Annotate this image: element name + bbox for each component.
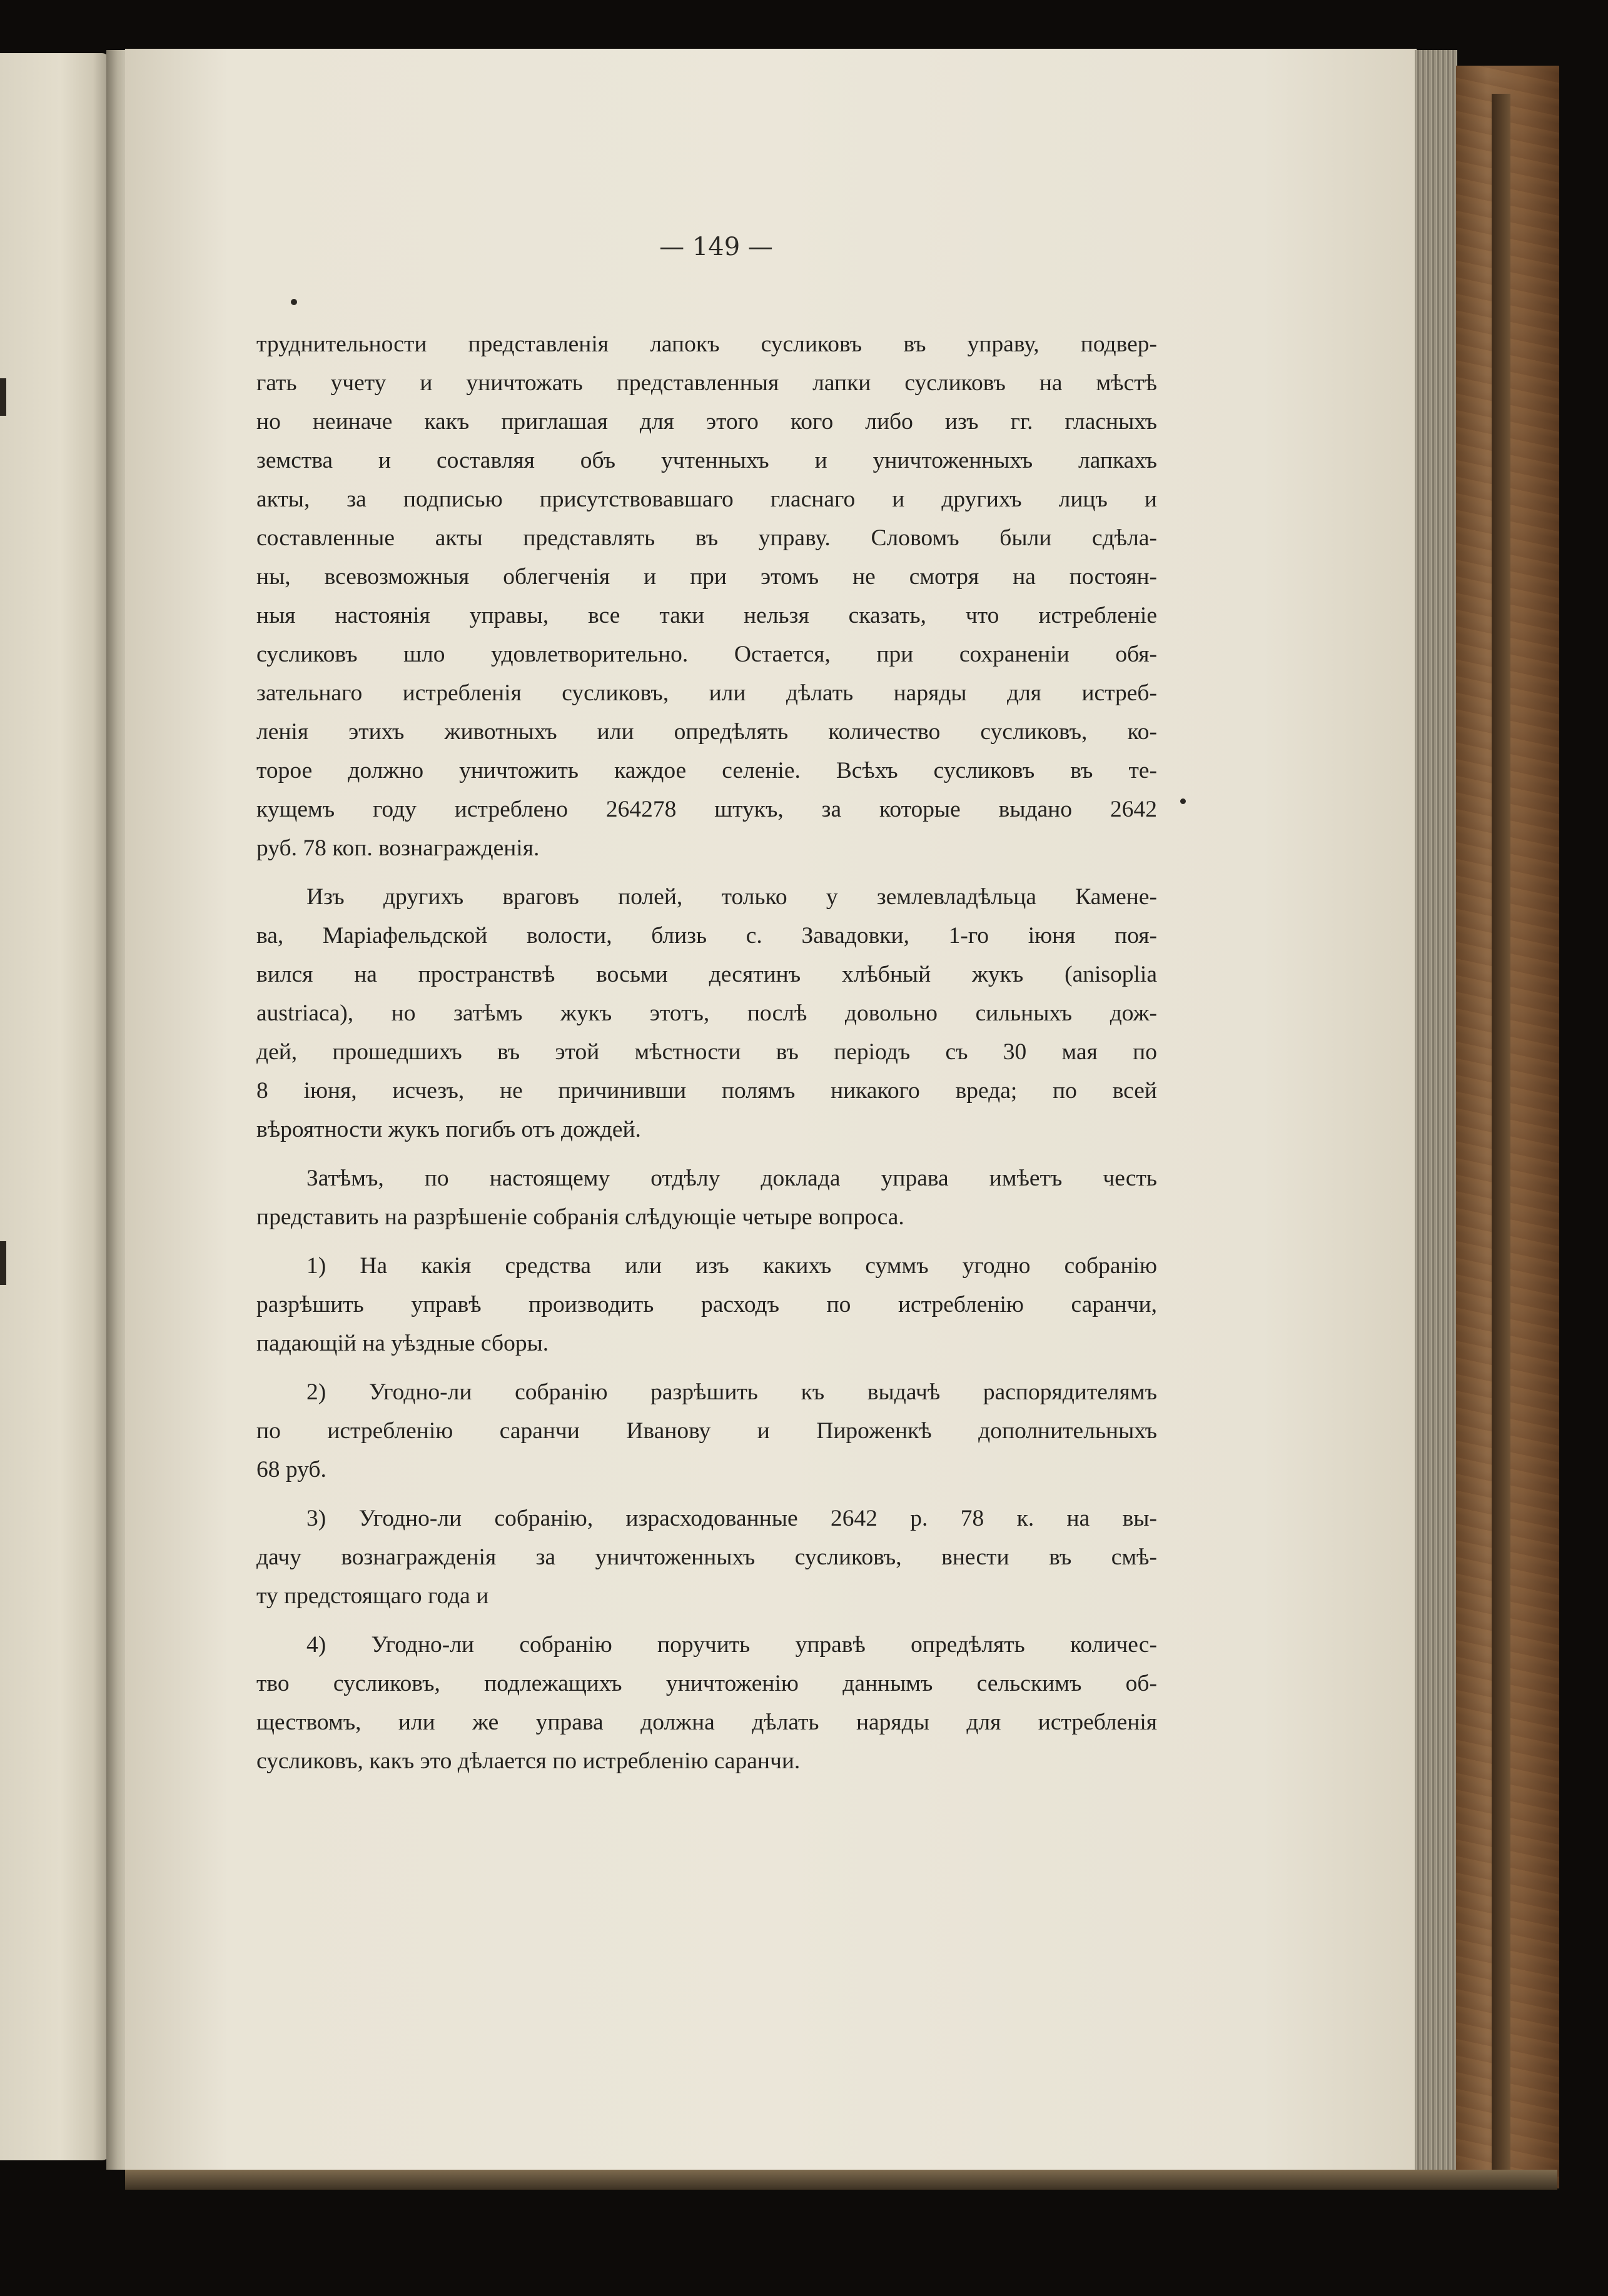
text-line: ва, Маріафельдской волости, близь с. Завадовки, 1-го іюня поя- — [256, 923, 1157, 949]
left-page-edge — [0, 53, 109, 2160]
text-line: дей, прошедшихъ въ этой мѣстности въ періодъ съ 30 мая по — [256, 1039, 1157, 1065]
text-line: тво сусликовъ, подлежащихъ уничтоженію даннымъ сельскимъ об- — [256, 1671, 1157, 1696]
text-line: Изъ другихъ враговъ полей, только у землевладѣльца Камене- — [306, 884, 1157, 910]
paragraph-gap — [256, 1363, 1157, 1373]
paragraph — [256, 1626, 1157, 1781]
text-line: торое должно уничтожить каждое селеніе. Всѣхъ сусликовъ въ те- — [256, 758, 1157, 783]
text-line: кущемъ году истреблено 264278 штукъ, за которые выдано 2642 — [256, 797, 1157, 822]
text-line: ту предстоящаго года и — [256, 1583, 489, 1609]
paragraph — [256, 878, 1157, 1149]
ink-dot — [1180, 798, 1186, 804]
text-line: Затѣмъ, по настоящему отдѣлу доклада управа имѣетъ честь — [306, 1166, 1157, 1191]
text-line: но неиначе какъ приглашая для этого кого либо изъ гг. гласныхъ — [256, 409, 1157, 435]
text-line: 2) Угодно-ли собранію разрѣшить къ выдачѣ распорядителямъ — [306, 1379, 1157, 1405]
ink-dot — [291, 299, 297, 305]
text-line: труднительности представленія лапокъ сусликовъ въ управу, подвер- — [256, 331, 1157, 357]
text-line: представить на разрѣшеніе собранія слѣдующіе четыре вопроса. — [256, 1204, 904, 1230]
text-line: акты, за подписью присутствовавшаго гласнаго и другихъ лицъ и — [256, 486, 1157, 512]
text-line: вѣроятности жукъ погибъ отъ дождей. — [256, 1117, 641, 1142]
text-line: разрѣшить управѣ производить расходъ по истребленію саранчи, — [256, 1292, 1157, 1317]
text-line: гать учету и уничтожать представленныя лапки сусликовъ на мѣстѣ — [256, 370, 1157, 396]
text-line: вился на пространствѣ восьми десятинъ хлѣбный жукъ (anisoplia — [256, 962, 1157, 987]
text-line: составленные акты представлять въ управу. Словомъ были сдѣла- — [256, 525, 1157, 551]
paragraph — [256, 325, 1157, 868]
paragraph — [256, 1247, 1157, 1363]
text-line: 8 іюня, исчезъ, не причинивши полямъ никакого вреда; по всей — [256, 1078, 1157, 1104]
page-number: — 149 — — [659, 233, 773, 261]
text-line: ществомъ, или же управа должна дѣлать наряды для истребленія — [256, 1709, 1157, 1735]
text-line: сусликовъ шло удовлетворительно. Остается, при сохраненіи обя- — [256, 642, 1157, 667]
text-line: 1) На какія средства или изъ какихъ суммъ угодно собранію — [306, 1253, 1157, 1279]
text-line: ныя настоянія управы, все таки нельзя сказать, что истребленіе — [256, 603, 1157, 628]
text-line: ленія этихъ животныхъ или опредѣлять количество сусликовъ, ко- — [256, 719, 1157, 745]
text-line: зательнаго истребленія сусликовъ, или дѣлать наряды для истреб- — [256, 680, 1157, 706]
paragraph-gap — [256, 1616, 1157, 1626]
text-line: дачу вознагражденія за уничтоженныхъ сусликовъ, внести въ смѣ- — [256, 1544, 1157, 1570]
bottom-page-edge — [125, 2170, 1557, 2190]
text-line: austriaca), но затѣмъ жукъ этотъ, послѣ довольно сильныхъ дож- — [256, 1000, 1157, 1026]
text-line: падающій на уѣздные сборы. — [256, 1331, 549, 1356]
text-line: ны, всевозможныя облегченія и при этомъ не смотря на постоян- — [256, 564, 1157, 590]
text-line: сусликовъ, какъ это дѣлается по истребленію саранчи. — [256, 1748, 801, 1774]
text-line: земства и составляя объ учтенныхъ и уничтоженныхъ лапкахъ — [256, 448, 1157, 473]
paragraph-gap — [256, 868, 1157, 878]
paragraph — [256, 1373, 1157, 1489]
paragraph — [256, 1159, 1157, 1237]
text-line: руб. 78 коп. вознагражденія. — [256, 835, 540, 861]
text-line: 68 руб. — [256, 1457, 326, 1483]
ink-mark — [0, 378, 6, 416]
text-line: 3) Угодно-ли собранію, израсходованные 2642 р. 78 к. на вы- — [306, 1506, 1157, 1531]
ink-mark — [0, 1241, 6, 1285]
text-line: по истребленію саранчи Иванову и Пироженкѣ дополнительныхъ — [256, 1418, 1157, 1444]
paragraph — [256, 1499, 1157, 1616]
cover-inner-edge — [1492, 94, 1510, 2170]
body-text — [256, 325, 1157, 1781]
text-line: 4) Угодно-ли собранію поручить управѣ опредѣлять количес- — [306, 1632, 1157, 1658]
page-stack-edge — [1415, 50, 1457, 2170]
paragraph-gap — [256, 1237, 1157, 1247]
paragraph-gap — [256, 1149, 1157, 1159]
paragraph-gap — [256, 1489, 1157, 1499]
